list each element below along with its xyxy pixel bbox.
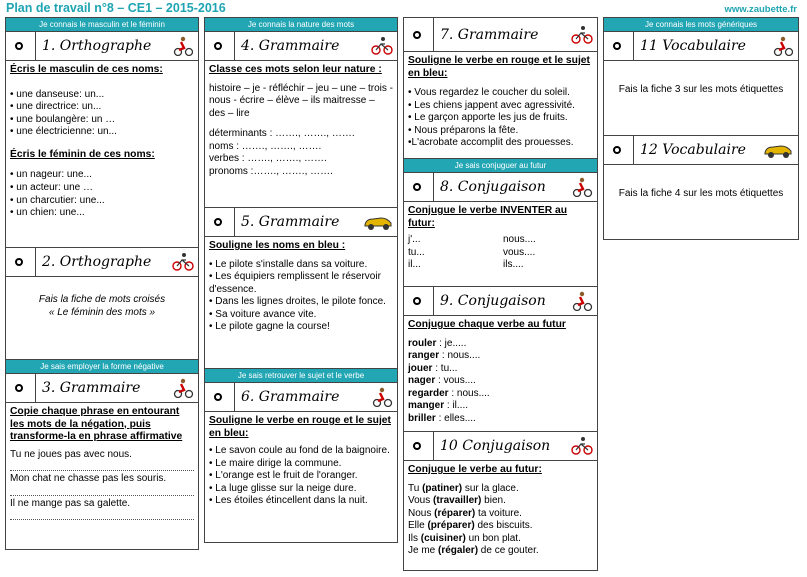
list-item: • une danseuse: un...	[10, 88, 105, 100]
card-3	[5, 360, 199, 550]
complement: des biscuits.	[474, 520, 533, 532]
instruction: Écris le masculin de ces noms:	[10, 64, 163, 75]
card-title: 10 Conjugaison	[433, 432, 550, 461]
card-9	[403, 287, 598, 432]
race-car-icon	[363, 212, 393, 232]
list-item	[408, 363, 593, 376]
site-url: www.zaubette.fr	[724, 4, 797, 15]
rider-icon	[172, 378, 194, 398]
card-title: 6. Grammaire	[234, 383, 339, 412]
card-12	[603, 136, 799, 240]
radio-circle-icon[interactable]	[15, 42, 23, 50]
radio-circle-icon[interactable]	[214, 42, 222, 50]
card-body	[6, 277, 198, 322]
card-7	[403, 17, 598, 159]
list-item: • une boulangère: un …	[10, 113, 116, 125]
column-4	[603, 17, 799, 240]
list-item: Il ne mange pas sa galette.	[10, 497, 131, 509]
answer: : il....	[444, 400, 469, 412]
card-header	[6, 374, 198, 403]
list-item	[408, 545, 593, 558]
verb: jouer	[408, 362, 433, 374]
skill-band: Je connais le masculin et le féminin	[6, 18, 198, 32]
instruction: Souligne les noms en bleu :	[209, 240, 346, 251]
bike-icon	[371, 36, 393, 56]
card-4	[204, 17, 398, 208]
card-title: 4. Grammaire	[234, 32, 339, 61]
card-body	[404, 316, 597, 429]
radio-circle-icon[interactable]	[413, 183, 421, 191]
complement: de ce gouter.	[478, 545, 539, 557]
answer: : elles....	[435, 413, 476, 425]
list-item	[408, 400, 593, 413]
list-item	[408, 338, 593, 351]
verb: (travailler)	[433, 495, 482, 507]
column-3	[403, 17, 598, 571]
list-item	[408, 388, 593, 401]
card-2	[5, 248, 199, 360]
card-body	[205, 61, 397, 182]
list-item: • Les chiens jappent avec agressivité.	[408, 99, 575, 111]
card-header	[404, 287, 597, 316]
instruction: Conjugue le verbe INVENTER au futur:	[408, 205, 568, 229]
list-item: déterminants : ……., ……., …….	[209, 128, 355, 140]
subject: Tu	[408, 482, 423, 494]
word-list: histoire – je - réfléchir – jeu – une – trois - nous - écrire – élève – ils maitresse – des – lire	[209, 82, 393, 119]
list-item: • L'orange est le fruit de l'oranger.	[209, 470, 358, 482]
subject: Nous	[408, 507, 435, 519]
verb: (réparer)	[434, 507, 476, 519]
card-header	[404, 432, 597, 461]
list-item: tu...	[408, 246, 425, 258]
card-title: 12 Vocabulaire	[633, 136, 746, 165]
list-item: il...	[408, 259, 421, 271]
list-item: • Le pilote s'installe dans sa voiture.	[209, 258, 368, 270]
card-body	[6, 61, 198, 223]
skill-band: Je sais employer la forme négative	[6, 360, 198, 374]
subject: Je me	[408, 545, 439, 557]
skill-band: Je sais retrouver le sujet et le verbe	[205, 369, 397, 383]
text-line: Fais la fiche 3 sur les mots étiquettes	[618, 84, 784, 95]
card-1	[5, 17, 199, 248]
card-header	[404, 173, 597, 202]
card-body	[205, 237, 397, 337]
radio-circle-icon[interactable]	[413, 297, 421, 305]
text-line: Fais la fiche 4 sur les mots étiquettes	[618, 188, 784, 199]
list-item: • Dans les lignes droites, le pilote fonce.	[209, 296, 386, 308]
instruction: Écris le féminin de ces noms:	[10, 148, 155, 160]
list-item: • un charcutier: une...	[10, 194, 105, 206]
card-11	[603, 17, 799, 136]
list-item: • une directrice: un...	[10, 101, 102, 113]
rider-icon	[571, 291, 593, 311]
card-body	[404, 52, 597, 153]
text-line: Fais la fiche de mots croisés	[38, 294, 166, 305]
list-item: •L'acrobate accomplit des prouesses.	[408, 137, 574, 149]
card-header	[404, 18, 597, 52]
rider-icon	[571, 177, 593, 197]
list-item: • Les étoiles étincellent dans la nuit.	[209, 495, 368, 507]
card-header	[604, 136, 798, 165]
bike-icon	[172, 252, 194, 272]
answer: : tu...	[432, 362, 458, 374]
column-1	[5, 17, 199, 550]
rider-icon	[172, 36, 194, 56]
radio-circle-icon[interactable]	[214, 393, 222, 401]
subject: Elle	[408, 520, 428, 532]
list-item	[408, 483, 593, 496]
skill-band: Je sais conjuguer au futur	[404, 159, 597, 173]
column-2	[204, 17, 398, 543]
answer: : je.....	[436, 337, 467, 349]
skill-band: Je connais la nature des mots	[205, 18, 397, 32]
list-item: • La luge glisse sur la neige dure.	[209, 482, 357, 494]
card-header	[205, 32, 397, 61]
radio-circle-icon[interactable]	[15, 258, 23, 266]
list-item: • Nous préparons la fête.	[408, 124, 519, 136]
radio-circle-icon[interactable]	[214, 218, 222, 226]
card-title: 7. Grammaire	[433, 18, 538, 52]
card-body	[604, 61, 798, 100]
card-header	[604, 32, 798, 61]
answer: : nous....	[448, 387, 490, 399]
bike-icon	[571, 25, 593, 45]
radio-circle-icon[interactable]	[613, 42, 621, 50]
answer: : nous....	[439, 350, 481, 362]
list-item: • Vous regardez le coucher du soleil.	[408, 87, 570, 98]
list-item: nous....	[503, 234, 536, 245]
verb: (cuisiner)	[420, 532, 466, 544]
card-body	[6, 403, 198, 525]
complement: sur la glace.	[462, 482, 519, 494]
writing-line[interactable]	[10, 510, 194, 520]
verb: (préparer)	[427, 520, 475, 532]
list-item	[408, 520, 593, 533]
verb: manger	[408, 400, 445, 412]
card-body	[604, 165, 798, 204]
card-header	[205, 383, 397, 412]
page-title: Plan de travail n°8 – CE1 – 2015-2016	[6, 1, 226, 15]
list-item	[408, 375, 593, 388]
list-item: verbes : ……., ……., …….	[209, 153, 327, 165]
card-title: 5. Grammaire	[234, 208, 339, 237]
race-car-icon	[762, 140, 794, 160]
list-item: • un chien: une...	[10, 207, 85, 219]
bike-icon	[571, 436, 593, 456]
card-header	[6, 248, 198, 277]
list-item: • Le pilote gagne la course!	[209, 321, 330, 333]
card-10	[403, 432, 598, 571]
card-title: 11 Vocabulaire	[633, 32, 746, 61]
radio-circle-icon[interactable]	[15, 384, 23, 392]
list-item: • Les équipiers remplissent le réservoir d'essence.	[209, 271, 381, 295]
card-title: 2. Orthographe	[35, 248, 151, 277]
verb: nager	[408, 375, 436, 387]
writing-line[interactable]	[10, 486, 194, 496]
complement: ta voiture.	[475, 507, 522, 519]
list-item: • Le garçon apporte les jus de fruits.	[408, 112, 568, 124]
writing-line[interactable]	[10, 461, 194, 471]
verb: ranger	[408, 350, 440, 362]
list-item: j'...	[408, 234, 421, 245]
answer: : vous....	[435, 375, 476, 387]
card-body	[205, 412, 397, 511]
card-title: 1. Orthographe	[35, 32, 151, 61]
card-8	[403, 159, 598, 287]
list-item	[408, 533, 593, 546]
rider-icon	[772, 36, 794, 56]
list-item: noms : ……., ……., …….	[209, 140, 322, 152]
card-header	[6, 32, 198, 61]
list-item: • Sa voiture avance vite.	[209, 308, 317, 320]
instruction: Souligne le verbe en rouge et le sujet en bleu:	[408, 55, 590, 79]
list-item: • Le savon coule au fond de la baignoire.	[209, 445, 390, 456]
card-header	[205, 208, 397, 237]
instruction: Classe ces mots selon leur nature :	[209, 64, 382, 75]
instruction: Souligne le verbe en rouge et le sujet en bleu:	[209, 415, 391, 439]
card-title: 9. Conjugaison	[433, 287, 546, 316]
radio-circle-icon[interactable]	[413, 442, 421, 450]
radio-circle-icon[interactable]	[613, 146, 621, 154]
card-6	[204, 369, 398, 543]
list-item: • un nageur: une...	[10, 169, 92, 181]
list-item: Tu ne joues pas avec nous.	[10, 448, 132, 460]
rider-icon	[371, 387, 393, 407]
verb: (régaler)	[438, 545, 479, 557]
skill-band: Je connais les mots génériques	[604, 18, 798, 32]
card-title: 3. Grammaire	[35, 374, 140, 403]
list-item: Mon chat ne chasse pas les souris.	[10, 473, 167, 485]
list-item	[408, 495, 593, 508]
subject: Ils	[408, 532, 421, 544]
complement: un bon plat.	[465, 532, 521, 544]
card-body	[404, 461, 597, 561]
list-item: • une électricienne: un...	[10, 126, 117, 138]
verb: briller	[408, 413, 436, 425]
list-item	[408, 413, 593, 426]
subject: Vous	[408, 495, 434, 507]
card-5	[204, 208, 398, 369]
verb: regarder	[408, 387, 449, 399]
instruction: Copie chaque phrase en entourant les mots de la négation, puis transforme-la en phrase affirmative	[10, 406, 183, 442]
list-item: • Le maire dirige la commune.	[209, 457, 342, 469]
list-item: vous....	[503, 246, 536, 258]
instruction: Conjugue le verbe au futur:	[408, 464, 542, 475]
list-item: ils....	[503, 259, 524, 271]
instruction: Conjugue chaque verbe au futur	[408, 319, 566, 330]
list-item	[408, 350, 593, 363]
list-item	[408, 508, 593, 521]
verb: rouler	[408, 337, 437, 349]
card-title: 8. Conjugaison	[433, 173, 546, 202]
conjugation-grid	[408, 234, 593, 272]
list-item: pronoms :……., ……., …….	[209, 166, 333, 178]
radio-circle-icon[interactable]	[413, 31, 421, 39]
complement: bien.	[481, 495, 506, 507]
list-item: • un acteur: une …	[10, 181, 93, 193]
card-body	[404, 202, 597, 275]
text-line: « Le féminin des mots »	[48, 306, 156, 318]
verb: (patiner)	[422, 482, 463, 494]
